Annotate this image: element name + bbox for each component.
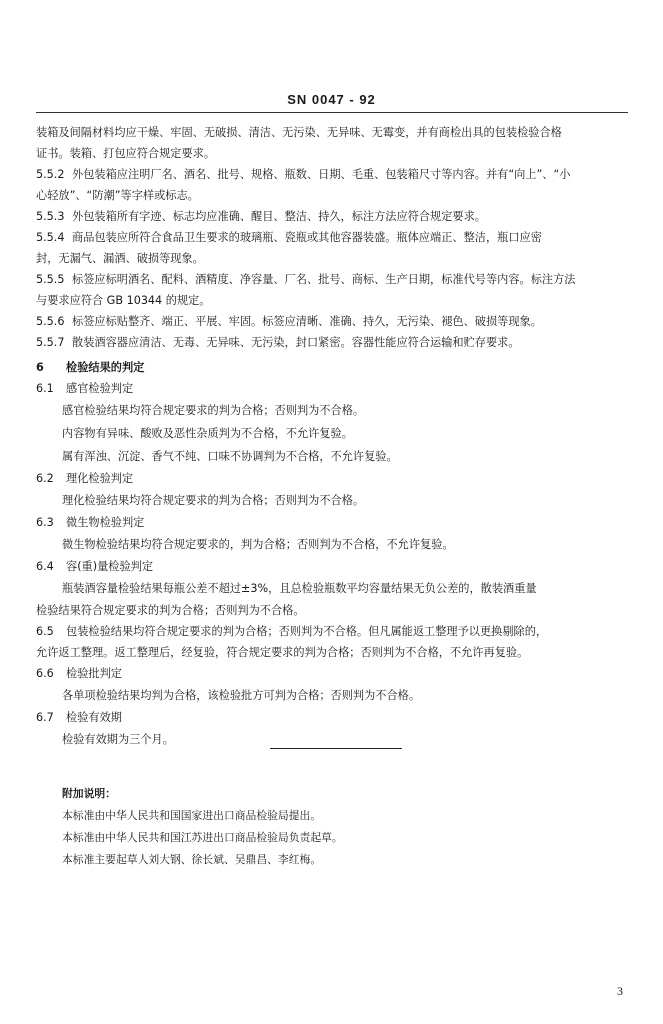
section-555: 5.5.5 标签应标明酒名、配料、酒精度、净容量、厂名、批号、商标、生产日期，标准代号等内容。标注方法 bbox=[36, 273, 576, 286]
section-65: 6.5 包装检验结果均符合规定要求的判为合格；否则判为不合格。但凡属能返工整理予以更换剔除的， bbox=[36, 625, 548, 638]
para-551-line2: 证书。装箱、打包应符合规定要求。 bbox=[36, 147, 216, 160]
section-61-para3: 属有浑浊、沉淀、香气不纯、口味不协调判为不合格，不允许复验。 bbox=[62, 450, 398, 463]
section-64-para1: 瓶装酒容量检验结果每瓶公差不超过±3%，且总检验瓶数平均容量结果无负公差的，散装酒重量 bbox=[62, 582, 537, 595]
para-551-line1: 装箱及间隔材料均应干燥、牢固、无破损、清洁、无污染、无异味、无霉变，并有商检出具的包装检验合格 bbox=[36, 126, 562, 139]
section-61-para1: 感官检验结果均符合规定要求的判为合格；否则判为不合格。 bbox=[62, 404, 365, 417]
section-divider bbox=[270, 748, 402, 749]
section-554: 5.5.4 商品包装应所符合食品卫生要求的玻璃瓶、瓷瓶或其他容器装盛。瓶体应端正、整洁，瓶口应密 bbox=[36, 231, 542, 244]
page-number: 3 bbox=[617, 984, 623, 998]
section-62-para1: 理化检验结果均符合规定要求的判为合格；否则判为不合格。 bbox=[62, 494, 365, 507]
section-556: 5.5.6 标签应标贴整齐、端正、平展、牢固。标签应清晰、准确、持久，无污染、褪色、破损等现象。 bbox=[36, 315, 542, 328]
section-66-para: 各单项检验结果均判为合格，该检验批方可判为合格；否则判为不合格。 bbox=[62, 689, 421, 702]
section-63-title: 6.3 微生物检验判定 bbox=[36, 516, 145, 529]
section-6-title: 6 检验结果的判定 bbox=[36, 361, 145, 374]
main-content bbox=[36, 122, 628, 751]
section-555-cont: 与要求应符合 GB 10344 的规定。 bbox=[36, 294, 211, 307]
section-557: 5.5.7 散装酒容器应清洁、无毒、无异味、无污染，封口紧密。容器性能应符合运输和贮存要求。 bbox=[36, 336, 520, 349]
section-552: 5.5.2 外包装箱应注明厂名、酒名、批号、规格、瓶数、日期、毛重、包装箱尺寸等内容。并有“向上”、“小 bbox=[36, 168, 571, 181]
section-66-title: 6.6 检验批判定 bbox=[36, 667, 122, 680]
section-554-cont: 封，无漏气、漏酒、破损等现象。 bbox=[36, 252, 204, 265]
notes-line-1: 本标准由中华人民共和国国家进出口商品检验局提出。 bbox=[62, 809, 322, 822]
section-553: 5.5.3 外包装箱所有字迹、标志均应准确、醒目、整洁、持久，标注方法应符合规定要求。 bbox=[36, 210, 486, 223]
additional-notes bbox=[62, 783, 622, 871]
notes-title: 附加说明： bbox=[62, 787, 116, 800]
section-63-para1: 微生物检验结果均符合规定要求的，判为合格；否则判为不合格，不允许复验。 bbox=[62, 538, 454, 551]
notes-line-3: 本标准主要起草人刘大钢、徐长斌、吴鼎昌、李红梅。 bbox=[62, 853, 322, 866]
section-67-title: 6.7 检验有效期 bbox=[36, 711, 122, 724]
header-rule bbox=[36, 112, 628, 113]
section-552-cont: 心轻放”、“防潮”等字样或标志。 bbox=[36, 189, 199, 202]
section-61-para2: 内容物有异味、酸败及恶性杂质判为不合格，不允许复验。 bbox=[62, 427, 353, 440]
section-67-para: 检验有效期为三个月。 bbox=[62, 733, 174, 746]
section-64-title: 6.4 容(重)量检验判定 bbox=[36, 560, 154, 573]
section-61-title: 6.1 感官检验判定 bbox=[36, 382, 134, 395]
notes-line-2: 本标准由中华人民共和国江苏进出口商品检验局负责起草。 bbox=[62, 831, 343, 844]
section-64-para1-cont: 检验结果符合规定要求的判为合格；否则判为不合格。 bbox=[36, 604, 305, 617]
standard-code-header: SN 0047 - 92 bbox=[287, 92, 376, 107]
section-65-cont: 允许返工整理。返工整理后，经复验，符合规定要求的判为合格；否则判为不合格，不允许再复验。 bbox=[36, 646, 529, 659]
section-62-title: 6.2 理化检验判定 bbox=[36, 472, 134, 485]
